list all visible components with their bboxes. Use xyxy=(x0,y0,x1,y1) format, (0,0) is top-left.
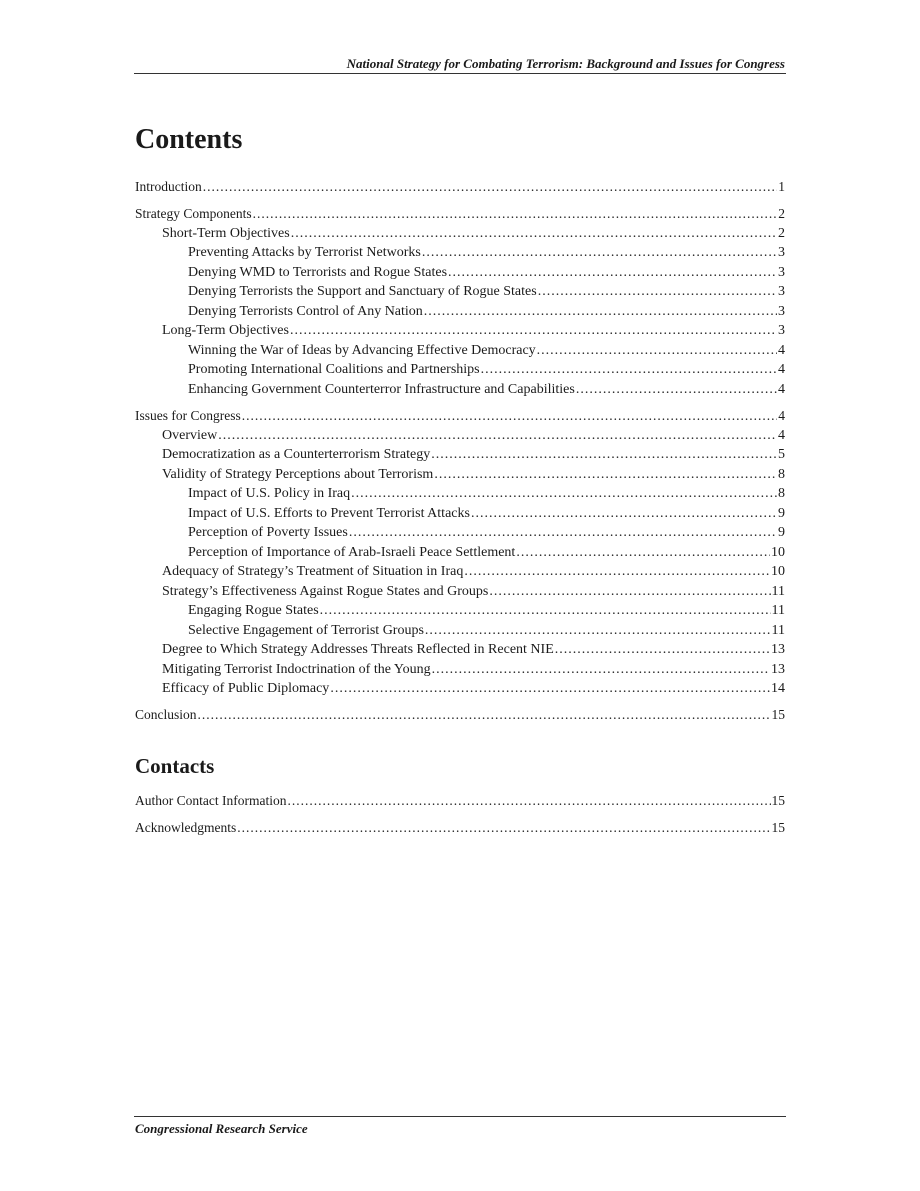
toc-entry-label: Introduction xyxy=(135,179,202,194)
contacts-heading: Contacts xyxy=(135,754,215,778)
toc-dot-leader xyxy=(242,406,778,426)
toc-entry[interactable] xyxy=(135,360,785,380)
toc-entry[interactable] xyxy=(135,660,785,680)
toc-dot-leader xyxy=(431,445,777,465)
toc-entry[interactable] xyxy=(135,406,785,426)
toc-page-number: 15 xyxy=(771,707,785,722)
toc-entry[interactable] xyxy=(135,426,785,446)
toc-entry[interactable] xyxy=(135,243,785,263)
toc-entry[interactable] xyxy=(135,341,785,361)
toc-dot-leader xyxy=(198,705,771,725)
toc-dot-leader xyxy=(538,282,777,302)
toc-page-number: 9 xyxy=(778,525,785,540)
toc-page-number: 3 xyxy=(778,284,785,299)
toc-entry[interactable] xyxy=(135,380,785,400)
toc-entry-label: Perception of Poverty Issues xyxy=(188,525,348,540)
toc-entry[interactable] xyxy=(135,177,785,197)
toc-entry-label: Winning the War of Ideas by Advancing Effective Democracy xyxy=(188,342,536,358)
toc-dot-leader xyxy=(422,243,777,263)
toc-dot-leader xyxy=(349,523,777,543)
toc-dot-leader xyxy=(287,791,770,811)
toc-entry[interactable] xyxy=(135,282,785,302)
toc-entry[interactable] xyxy=(135,818,785,838)
toc-entry-label: Overview xyxy=(162,427,218,443)
toc-dot-leader xyxy=(320,601,771,621)
toc-entry-label: Acknowledgments xyxy=(135,819,237,835)
toc-dot-leader xyxy=(516,543,770,563)
toc-entry[interactable] xyxy=(135,582,785,602)
toc-entry[interactable] xyxy=(135,263,785,283)
toc-dot-leader xyxy=(351,484,777,504)
toc-dot-leader xyxy=(448,263,777,283)
toc-page-number: 3 xyxy=(778,323,785,338)
toc-entry-label: Engaging Rogue States xyxy=(188,603,319,618)
toc-page-number: 11 xyxy=(771,603,785,618)
toc-entry[interactable] xyxy=(135,484,785,504)
toc-page-number: 4 xyxy=(778,381,785,397)
toc-entry-label: Short-Term Objectives xyxy=(162,225,290,241)
toc-entry-label: Conclusion xyxy=(135,707,197,722)
footer-text: Congressional Research Service xyxy=(135,1121,308,1136)
toc-entry[interactable] xyxy=(135,679,785,699)
toc-dot-leader xyxy=(481,360,777,380)
toc-entry-label: Selective Engagement of Terrorist Groups xyxy=(188,622,424,638)
toc-dot-leader xyxy=(424,302,777,322)
toc-page-number: 2 xyxy=(778,205,785,221)
toc-entry-label: Author Contact Information xyxy=(135,793,287,808)
toc-entry-label: Promoting International Coalitions and Partnerships xyxy=(188,362,480,377)
toc-dot-leader xyxy=(291,224,777,244)
toc-dot-leader xyxy=(464,562,770,582)
toc-entry[interactable] xyxy=(135,621,785,641)
toc-entry[interactable] xyxy=(135,302,785,322)
toc-entry[interactable] xyxy=(135,445,785,465)
toc-page-number: 11 xyxy=(771,583,785,599)
toc-entry[interactable] xyxy=(135,562,785,582)
contacts-list xyxy=(135,791,785,838)
toc-entry-label: Adequacy of Strategy’s Treatment of Situation in Iraq xyxy=(162,564,464,579)
toc-entry[interactable] xyxy=(135,465,785,485)
toc-page-number: 10 xyxy=(771,564,785,579)
toc-dot-leader xyxy=(537,341,777,361)
toc-page-number: 13 xyxy=(771,642,785,657)
toc-page-number: 8 xyxy=(778,486,785,501)
toc-dot-leader xyxy=(434,465,777,485)
toc-entry[interactable] xyxy=(135,224,785,244)
toc-entry-label: Long-Term Objectives xyxy=(162,323,289,338)
footer-rule xyxy=(134,1116,786,1117)
toc-page-number: 4 xyxy=(778,362,785,377)
toc-entry-label: Denying WMD to Terrorists and Rogue States xyxy=(188,264,448,280)
toc-entry-label: Democratization as a Counterterrorism Strategy xyxy=(162,447,431,462)
toc-page-number: 15 xyxy=(771,793,785,808)
toc-page-number: 3 xyxy=(778,303,785,319)
toc-entry[interactable] xyxy=(135,601,785,621)
toc-dot-leader xyxy=(290,321,777,341)
toc-entry-label: Efficacy of Public Diplomacy xyxy=(162,681,330,696)
toc-entry-label: Strategy Components xyxy=(135,205,252,221)
toc-page-number: 9 xyxy=(778,505,785,521)
contents-heading: Contents xyxy=(135,124,243,155)
header-rule xyxy=(134,73,786,74)
toc-page-number: 8 xyxy=(778,466,785,482)
toc-dot-leader xyxy=(489,582,770,602)
toc-page-number: 14 xyxy=(771,681,785,696)
toc-entry[interactable] xyxy=(135,523,785,543)
toc-entry[interactable] xyxy=(135,705,785,725)
toc-dot-leader xyxy=(576,380,777,400)
toc-page-number: 3 xyxy=(778,245,785,260)
toc-entry[interactable] xyxy=(135,543,785,563)
toc-dot-leader xyxy=(432,660,770,680)
toc-entry-label: Validity of Strategy Perceptions about Terrorism xyxy=(162,466,434,482)
toc-dot-leader xyxy=(237,818,770,838)
toc-entry[interactable] xyxy=(135,791,785,811)
toc-page-number: 11 xyxy=(771,622,785,638)
table-of-contents xyxy=(135,177,785,725)
toc-dot-leader xyxy=(471,504,777,524)
toc-entry-label: Denying Terrorists Control of Any Nation xyxy=(188,303,423,319)
toc-entry-label: Impact of U.S. Policy in Iraq xyxy=(188,486,351,501)
toc-entry-label: Mitigating Terrorist Indoctrination of the Young xyxy=(162,661,431,677)
toc-page-number: 4 xyxy=(778,407,785,423)
toc-page-number: 10 xyxy=(771,544,785,560)
toc-page-number: 2 xyxy=(778,225,785,241)
toc-page-number: 4 xyxy=(778,427,785,443)
toc-entry-label: Issues for Congress xyxy=(135,407,241,423)
running-header: National Strategy for Combating Terrorism: Background and Issues for Congress xyxy=(346,56,785,71)
toc-dot-leader xyxy=(425,621,771,641)
toc-page-number: 5 xyxy=(778,447,785,462)
toc-page-number: 3 xyxy=(778,264,785,280)
toc-entry[interactable] xyxy=(135,321,785,341)
toc-dot-leader xyxy=(330,679,770,699)
toc-dot-leader xyxy=(203,177,778,197)
toc-entry-label: Enhancing Government Counterterror Infrastructure and Capabilities xyxy=(188,381,575,397)
toc-page-number: 4 xyxy=(778,342,785,358)
toc-entry-label: Strategy’s Effectiveness Against Rogue States and Groups xyxy=(162,583,489,599)
toc-entry-label: Preventing Attacks by Terrorist Networks xyxy=(188,245,421,260)
toc-entry[interactable] xyxy=(135,204,785,224)
toc-dot-leader xyxy=(218,426,777,446)
toc-page-number: 1 xyxy=(778,179,785,194)
toc-entry-label: Degree to Which Strategy Addresses Threats Reflected in Recent NIE xyxy=(162,642,554,657)
toc-dot-leader xyxy=(253,204,778,224)
toc-entry-label: Impact of U.S. Efforts to Prevent Terrorist Attacks xyxy=(188,505,470,521)
toc-page-number: 13 xyxy=(771,661,785,677)
toc-entry[interactable] xyxy=(135,640,785,660)
toc-dot-leader xyxy=(555,640,770,660)
toc-entry-label: Perception of Importance of Arab-Israeli Peace Settlement xyxy=(188,544,516,560)
toc-page-number: 15 xyxy=(771,819,785,835)
toc-entry-label: Denying Terrorists the Support and Sanctuary of Rogue States xyxy=(188,284,537,299)
toc-entry[interactable] xyxy=(135,504,785,524)
